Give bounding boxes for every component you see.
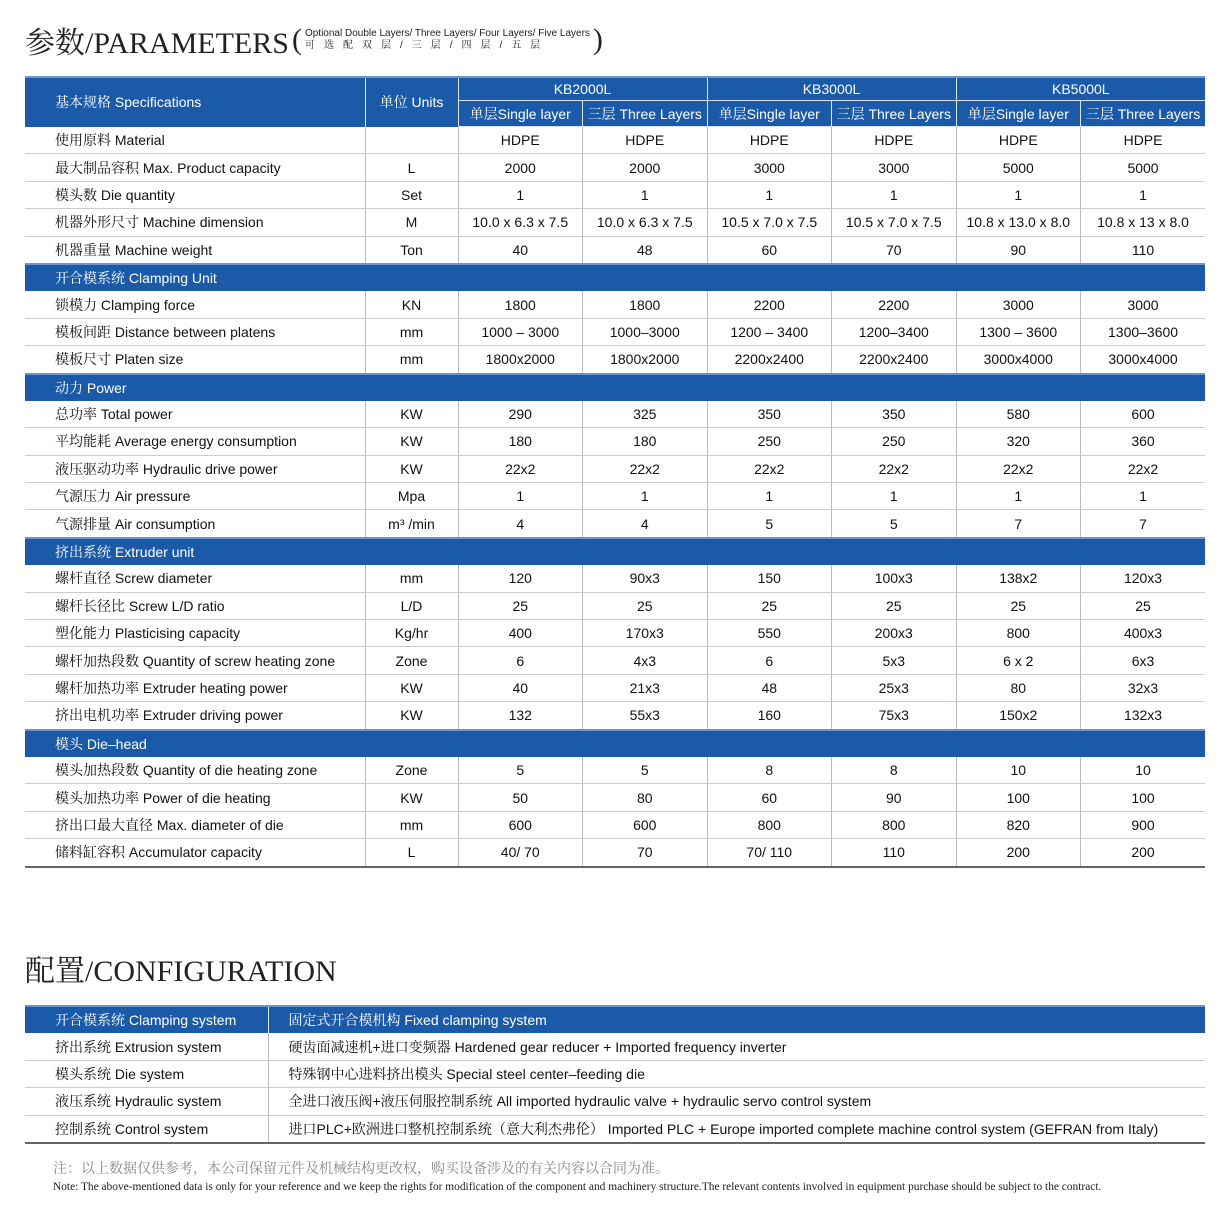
- spec-value: 138x2: [956, 565, 1081, 592]
- spec-value: 6x3: [1081, 647, 1206, 674]
- spec-value: 90x3: [583, 565, 708, 592]
- spec-value: 25: [583, 592, 708, 619]
- spec-value: 32x3: [1081, 674, 1206, 701]
- spec-value: 40: [458, 674, 583, 701]
- config-value: 特殊钢中心进料挤出模头 Special steel center–feeding die: [268, 1060, 1205, 1087]
- spec-label: 螺杆直径 Screw diameter: [25, 565, 365, 592]
- section-title: 动力 Power: [25, 374, 1205, 401]
- spec-value: 6: [458, 647, 583, 674]
- spec-value: 250: [707, 428, 832, 455]
- section-title: 挤出系统 Extruder unit: [25, 538, 1205, 565]
- spec-value: 1000–3000: [583, 318, 708, 345]
- spec-value: 10: [1081, 757, 1206, 784]
- spec-value: 75x3: [832, 702, 957, 730]
- spec-value: 1800x2000: [583, 346, 708, 374]
- spec-value: HDPE: [1081, 127, 1206, 154]
- spec-value: 10.0 x 6.3 x 7.5: [458, 209, 583, 236]
- spec-value: 70: [832, 236, 957, 264]
- spec-value: 1: [458, 181, 583, 208]
- spec-label: 模板间距 Distance between platens: [25, 318, 365, 345]
- spec-label: 液压驱动功率 Hydraulic drive power: [25, 455, 365, 482]
- table-row: [25, 127, 1205, 154]
- parameters-title-row: [25, 18, 606, 62]
- note-english: Note: The above-mentioned data is only for your reference and we keep the rights for modification of the component and machinery structure.The relevant contents involved in equipment purchase should be subject to the contract.: [53, 1181, 1102, 1193]
- spec-value: 120: [458, 565, 583, 592]
- header-model: KB2000L: [458, 77, 707, 101]
- spec-value: 170x3: [583, 620, 708, 647]
- spec-value: 3000: [707, 154, 832, 181]
- config-label: 挤出系统 Extrusion system: [25, 1033, 268, 1060]
- spec-value: 2200x2400: [832, 346, 957, 374]
- spec-value: 6: [707, 647, 832, 674]
- section-header-row: [25, 264, 1205, 291]
- config-value: 硬齿面减速机+进口变频器 Hardened gear reducer + Imported frequency inverter: [268, 1033, 1205, 1060]
- parameters-title: 参数/PARAMETERS: [25, 27, 289, 60]
- spec-value: 48: [583, 236, 708, 264]
- spec-value: 5000: [1081, 154, 1206, 181]
- spec-value: 6 x 2: [956, 647, 1081, 674]
- parameters-table: [25, 76, 1205, 868]
- spec-value: 580: [956, 401, 1081, 428]
- spec-value: 4: [458, 510, 583, 538]
- spec-label: 模头加热段数 Quantity of die heating zone: [25, 757, 365, 784]
- spec-value: 2200: [707, 291, 832, 318]
- section-title: 开合模系统 Clamping Unit: [25, 264, 1205, 291]
- spec-value: HDPE: [707, 127, 832, 154]
- spec-value: 3000x4000: [956, 346, 1081, 374]
- spec-value: 1: [1081, 483, 1206, 510]
- spec-value: 1: [1081, 181, 1206, 208]
- spec-unit: L: [365, 154, 458, 181]
- spec-value: 25x3: [832, 674, 957, 701]
- spec-unit: mm: [365, 811, 458, 838]
- spec-value: 10.8 x 13 x 8.0: [1081, 209, 1206, 236]
- table-row: [25, 236, 1205, 264]
- spec-value: 55x3: [583, 702, 708, 730]
- spec-value: 7: [956, 510, 1081, 538]
- spec-value: 70: [583, 839, 708, 867]
- header-layer: 三层 Three Layers: [583, 101, 708, 127]
- spec-value: 110: [1081, 236, 1206, 264]
- spec-unit: mm: [365, 318, 458, 345]
- spec-value: 1: [458, 483, 583, 510]
- layer-options: [305, 28, 590, 52]
- spec-value: 600: [583, 811, 708, 838]
- spec-value: 22x2: [583, 455, 708, 482]
- spec-value: 3000: [956, 291, 1081, 318]
- spec-value: 900: [1081, 811, 1206, 838]
- spec-value: 10.5 x 7.0 x 7.5: [707, 209, 832, 236]
- config-value: 全进口液压阀+液压伺服控制系统 All imported hydraulic valve + hydraulic servo control system: [268, 1088, 1205, 1115]
- table-row: [25, 620, 1205, 647]
- spec-value: 1: [956, 483, 1081, 510]
- spec-value: 360: [1081, 428, 1206, 455]
- spec-label: 模头加热功率 Power of die heating: [25, 784, 365, 811]
- spec-value: 10.8 x 13.0 x 8.0: [956, 209, 1081, 236]
- spec-value: 2200: [832, 291, 957, 318]
- spec-unit: Kg/hr: [365, 620, 458, 647]
- table-row: [25, 154, 1205, 181]
- table-row: [25, 592, 1205, 619]
- configuration-title: 配置/CONFIGURATION: [25, 955, 337, 988]
- spec-label: 气源压力 Air pressure: [25, 483, 365, 510]
- section-header-row: [25, 730, 1205, 757]
- table-row: [25, 674, 1205, 701]
- spec-value: 1: [832, 181, 957, 208]
- spec-value: 600: [458, 811, 583, 838]
- spec-value: 10.5 x 7.0 x 7.5: [832, 209, 957, 236]
- table-row: [25, 181, 1205, 208]
- spec-value: 25: [1081, 592, 1206, 619]
- spec-value: 7: [1081, 510, 1206, 538]
- table-row: [25, 510, 1205, 538]
- spec-value: 400x3: [1081, 620, 1206, 647]
- spec-value: 3000: [1081, 291, 1206, 318]
- spec-value: 22x2: [956, 455, 1081, 482]
- spec-label: 储料缸容积 Accumulator capacity: [25, 839, 365, 867]
- spec-value: 5000: [956, 154, 1081, 181]
- spec-value: 90: [832, 784, 957, 811]
- spec-value: 150: [707, 565, 832, 592]
- spec-value: 132x3: [1081, 702, 1206, 730]
- spec-value: HDPE: [458, 127, 583, 154]
- spec-unit: mm: [365, 565, 458, 592]
- config-label: 液压系统 Hydraulic system: [25, 1088, 268, 1115]
- header-specifications: 基本规格 Specifications: [25, 77, 365, 127]
- spec-value: 22x2: [1081, 455, 1206, 482]
- table-row: [25, 209, 1205, 236]
- spec-value: 1200 – 3400: [707, 318, 832, 345]
- spec-value: 1: [707, 181, 832, 208]
- spec-value: 3000: [832, 154, 957, 181]
- spec-label: 总功率 Total power: [25, 401, 365, 428]
- spec-value: 820: [956, 811, 1081, 838]
- spec-value: 48: [707, 674, 832, 701]
- spec-value: 180: [458, 428, 583, 455]
- spec-value: 1: [707, 483, 832, 510]
- spec-value: 5x3: [832, 647, 957, 674]
- parameters-table-header: [25, 77, 1205, 127]
- table-row: [25, 346, 1205, 374]
- spec-value: 320: [956, 428, 1081, 455]
- table-row: [25, 811, 1205, 838]
- spec-value: 800: [832, 811, 957, 838]
- spec-value: 350: [832, 401, 957, 428]
- spec-unit: M: [365, 209, 458, 236]
- spec-value: 1300–3600: [1081, 318, 1206, 345]
- spec-label: 模板尺寸 Platen size: [25, 346, 365, 374]
- header-model: KB3000L: [707, 77, 956, 101]
- header-units: 单位 Units: [365, 77, 458, 127]
- spec-value: 8: [832, 757, 957, 784]
- config-row: [25, 1115, 1205, 1143]
- spec-value: 22x2: [707, 455, 832, 482]
- spec-value: 4x3: [583, 647, 708, 674]
- header-layer: 单层Single layer: [956, 101, 1081, 127]
- spec-value: 60: [707, 236, 832, 264]
- title-close-paren: ): [592, 23, 603, 56]
- title-open-paren: (: [291, 23, 302, 56]
- spec-unit: KW: [365, 702, 458, 730]
- spec-value: 100: [956, 784, 1081, 811]
- spec-value: 132: [458, 702, 583, 730]
- spec-unit: KN: [365, 291, 458, 318]
- spec-value: 160: [707, 702, 832, 730]
- table-row: [25, 839, 1205, 867]
- spec-value: 290: [458, 401, 583, 428]
- spec-value: 1: [956, 181, 1081, 208]
- spec-label: 模头数 Die quantity: [25, 181, 365, 208]
- spec-label: 平均能耗 Average energy consumption: [25, 428, 365, 455]
- spec-value: 5: [583, 757, 708, 784]
- spec-value: 600: [1081, 401, 1206, 428]
- spec-unit: Mpa: [365, 483, 458, 510]
- table-row: [25, 757, 1205, 784]
- config-label: 开合模系统 Clamping system: [25, 1006, 268, 1033]
- spec-value: 1: [832, 483, 957, 510]
- spec-unit: KW: [365, 784, 458, 811]
- spec-value: 550: [707, 620, 832, 647]
- spec-unit: L/D: [365, 592, 458, 619]
- spec-value: 90: [956, 236, 1081, 264]
- spec-value: 60: [707, 784, 832, 811]
- configuration-table: [25, 1005, 1205, 1144]
- spec-unit: KW: [365, 401, 458, 428]
- note-chinese: 注：以上数据仅供参考，本公司保留元件及机械结构更改权，购买设备涉及的有关内容以合同为准。: [53, 1160, 669, 1176]
- spec-value: 40/ 70: [458, 839, 583, 867]
- spec-label: 螺杆长径比 Screw L/D ratio: [25, 592, 365, 619]
- spec-value: 400: [458, 620, 583, 647]
- table-row: [25, 483, 1205, 510]
- spec-value: 5: [458, 757, 583, 784]
- layer-options-zh: 可选配双层/三层/四层/五层: [304, 40, 550, 51]
- spec-label: 使用原料 Material: [25, 127, 365, 154]
- configuration-table-body: [25, 1006, 1205, 1143]
- section-header-row: [25, 374, 1205, 401]
- table-row: [25, 401, 1205, 428]
- table-row: [25, 565, 1205, 592]
- table-row: [25, 291, 1205, 318]
- spec-value: 180: [583, 428, 708, 455]
- spec-value: 5: [832, 510, 957, 538]
- spec-value: 40: [458, 236, 583, 264]
- spec-value: 100: [1081, 784, 1206, 811]
- spec-value: 350: [707, 401, 832, 428]
- spec-label: 机器外形尺寸 Machine dimension: [25, 209, 365, 236]
- spec-value: 8: [707, 757, 832, 784]
- config-label: 控制系统 Control system: [25, 1115, 268, 1143]
- config-value: 固定式开合模机构 Fixed clamping system: [268, 1006, 1205, 1033]
- spec-label: 气源排量 Air consumption: [25, 510, 365, 538]
- spec-value: 200: [956, 839, 1081, 867]
- spec-label: 锁模力 Clamping force: [25, 291, 365, 318]
- spec-label: 挤出口最大直径 Max. diameter of die: [25, 811, 365, 838]
- section-title: 模头 Die–head: [25, 730, 1205, 757]
- spec-value: 50: [458, 784, 583, 811]
- spec-value: 120x3: [1081, 565, 1206, 592]
- config-value: 进口PLC+欧洲进口整机控制系统（意大利杰弗伦） Imported PLC + Europe imported complete machine control system (GEFRAN from Italy): [268, 1115, 1205, 1143]
- config-row: [25, 1006, 1205, 1033]
- table-row: [25, 647, 1205, 674]
- spec-value: 10: [956, 757, 1081, 784]
- spec-value: 800: [707, 811, 832, 838]
- spec-value: 1: [583, 181, 708, 208]
- header-model: KB5000L: [956, 77, 1205, 101]
- spec-value: 80: [583, 784, 708, 811]
- spec-label: 挤出电机功率 Extruder driving power: [25, 702, 365, 730]
- spec-value: 1: [583, 483, 708, 510]
- spec-value: 25: [832, 592, 957, 619]
- spec-unit: mm: [365, 346, 458, 374]
- spec-unit: Set: [365, 181, 458, 208]
- table-row: [25, 428, 1205, 455]
- spec-unit: KW: [365, 674, 458, 701]
- spec-value: 4: [583, 510, 708, 538]
- spec-unit: L: [365, 839, 458, 867]
- layer-options-en: Optional Double Layers/ Three Layers/ Four Layers/ Five Layers: [304, 28, 590, 39]
- table-row: [25, 455, 1205, 482]
- spec-unit: Zone: [365, 757, 458, 784]
- config-row: [25, 1088, 1205, 1115]
- spec-value: 325: [583, 401, 708, 428]
- spec-value: 22x2: [832, 455, 957, 482]
- table-row: [25, 702, 1205, 730]
- spec-unit: Ton: [365, 236, 458, 264]
- spec-value: 1800x2000: [458, 346, 583, 374]
- header-layer: 三层 Three Layers: [832, 101, 957, 127]
- spec-value: 10.0 x 6.3 x 7.5: [583, 209, 708, 236]
- spec-label: 塑化能力 Plasticising capacity: [25, 620, 365, 647]
- spec-value: HDPE: [583, 127, 708, 154]
- spec-value: 1800: [458, 291, 583, 318]
- table-row: [25, 784, 1205, 811]
- spec-value: 80: [956, 674, 1081, 701]
- spec-unit: Zone: [365, 647, 458, 674]
- spec-value: 150x2: [956, 702, 1081, 730]
- spec-value: 2000: [583, 154, 708, 181]
- config-row: [25, 1060, 1205, 1087]
- config-row: [25, 1033, 1205, 1060]
- spec-value: 2000: [458, 154, 583, 181]
- spec-label: 最大制品容积 Max. Product capacity: [25, 154, 365, 181]
- spec-value: 21x3: [583, 674, 708, 701]
- header-layer: 单层Single layer: [458, 101, 583, 127]
- header-layer: 三层 Three Layers: [1081, 101, 1206, 127]
- spec-value: 25: [707, 592, 832, 619]
- spec-value: 70/ 110: [707, 839, 832, 867]
- spec-label: 螺杆加热段数 Quantity of screw heating zone: [25, 647, 365, 674]
- spec-value: 200x3: [832, 620, 957, 647]
- spec-value: 200: [1081, 839, 1206, 867]
- section-header-row: [25, 538, 1205, 565]
- spec-value: 800: [956, 620, 1081, 647]
- spec-value: HDPE: [956, 127, 1081, 154]
- spec-value: 25: [956, 592, 1081, 619]
- spec-value: 1200–3400: [832, 318, 957, 345]
- spec-value: 25: [458, 592, 583, 619]
- header-layer: 单层Single layer: [707, 101, 832, 127]
- spec-label: 螺杆加热功率 Extruder heating power: [25, 674, 365, 701]
- spec-value: 110: [832, 839, 957, 867]
- parameters-table-body: [25, 127, 1205, 867]
- config-label: 模头系统 Die system: [25, 1060, 268, 1087]
- spec-value: 3000x4000: [1081, 346, 1206, 374]
- spec-unit: m³ /min: [365, 510, 458, 538]
- spec-value: 1300 – 3600: [956, 318, 1081, 345]
- table-row: [25, 318, 1205, 345]
- spec-value: 100x3: [832, 565, 957, 592]
- spec-value: 5: [707, 510, 832, 538]
- spec-value: 1000 – 3000: [458, 318, 583, 345]
- spec-unit: [365, 127, 458, 154]
- spec-value: 22x2: [458, 455, 583, 482]
- spec-value: 2200x2400: [707, 346, 832, 374]
- spec-label: 机器重量 Machine weight: [25, 236, 365, 264]
- spec-value: HDPE: [832, 127, 957, 154]
- spec-value: 1800: [583, 291, 708, 318]
- spec-unit: KW: [365, 455, 458, 482]
- spec-unit: KW: [365, 428, 458, 455]
- spec-value: 250: [832, 428, 957, 455]
